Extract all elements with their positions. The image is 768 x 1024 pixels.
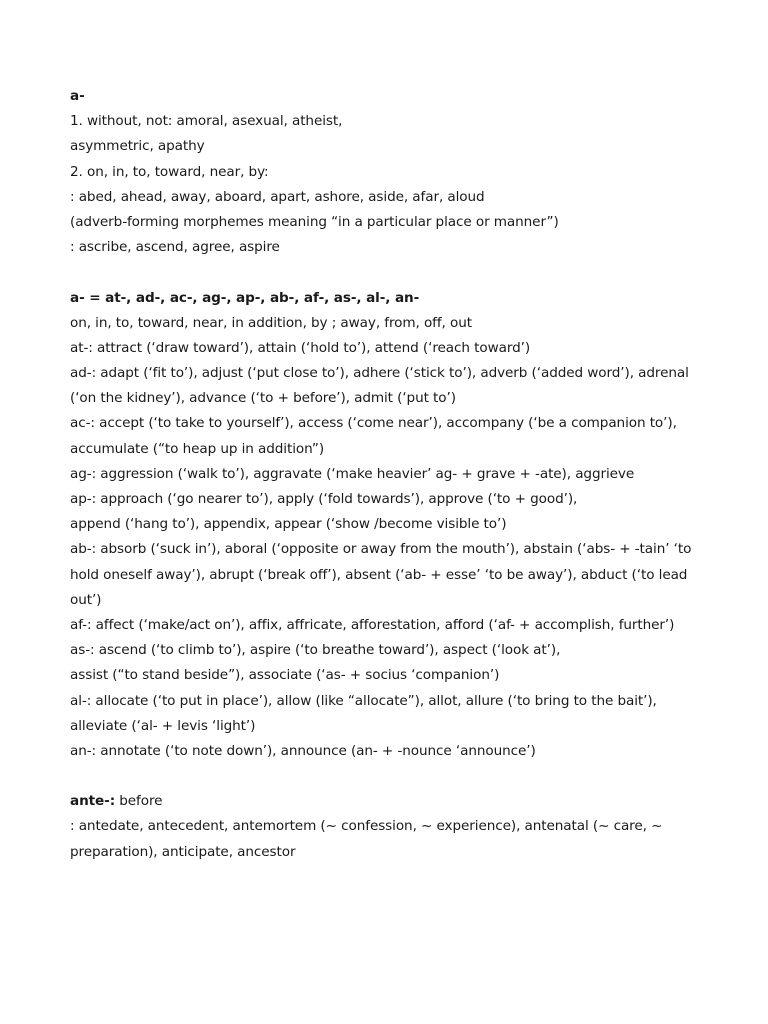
variant-line: at-: attract (‘draw toward’), attain (‘hold to’), attend (‘reach toward’) [70,339,531,356]
variant-line: ab-: absorb (‘suck in’), aboral (‘opposite or away from the mouth’), abstain (‘abs- + -tain’ ‘to [70,541,692,558]
variant-line: alleviate (‘al- + levis ‘light’) [70,717,256,734]
variant-line: (‘on the kidney’), advance (‘to + before’), admit (‘put to’) [70,390,456,407]
variant-line: af-: affect (‘make/act on’), affix, affricate, afforestation, afford (‘af- + accomplish, further’) [70,616,675,633]
paragraph-gap [70,260,730,285]
section-a-heading: a- [70,88,85,104]
variant-line: ap-: approach (‘go nearer to’), apply (‘fold towards’), approve (‘to + good’), [70,491,578,507]
section-ante-heading: ante-: [70,793,116,810]
variant-line: out’) [70,591,102,608]
variant-line: ag-: aggression (‘walk to’), aggravate (‘make heavier’ ag- + grave + -ate), aggrieve [70,465,635,482]
section-ante [70,789,730,865]
ante-line: preparation), anticipate, ancestor [70,843,296,860]
variant-line: hold oneself away’), abrupt (‘break off’), absent (‘ab- + esse’ ‘to be away’), abduct (‘to lead [70,566,688,583]
paragraph-gap [70,764,730,789]
section-a-line: (adverb-forming morphemes meaning “in a particular place or manner”) [70,213,559,230]
variant-line: assist (“to stand beside”), associate (‘as- + socius ‘companion’) [70,667,500,684]
section-a-line: : abed, ahead, away, aboard, apart, ashore, aside, afar, aloud [70,188,485,205]
document-body [70,84,730,865]
section-a-line: 1. without, not: amoral, asexual, atheist, [70,113,343,130]
section-a-line: asymmetric, apathy [70,138,205,155]
section-ante-heading-line [70,789,730,814]
variant-line: append (‘hang to’), appendix, appear (‘show /become visible to’) [70,516,507,533]
section-a-line: : ascribe, ascend, agree, aspire [70,239,280,256]
variant-line: an-: annotate (‘to note down’), announce (an- + -nounce ‘announce’) [70,742,536,759]
section-a [70,84,730,260]
section-a-variants [70,286,730,765]
variant-line: al-: allocate (‘to put in place’), allow (like “allocate”), allot, allure (‘to bring to the bait’), [70,692,657,709]
section-ante-meaning: before [115,793,163,810]
section-a-variants-heading: a- = at-, ad-, ac-, ag-, ap-, ab-, af-, as-, al-, an- [70,289,420,306]
variant-line: on, in, to, toward, near, in addition, by ; away, from, off, out [70,314,472,331]
ante-line: : antedate, antecedent, antemortem (~ confession, ~ experience), antenatal (~ care, ~ [70,818,663,835]
variant-line: ad-: adapt (‘fit to’), adjust (‘put close to’), adhere (‘stick to’), adverb (‘added word’), adrenal [70,365,689,382]
variant-line: as-: ascend (‘to climb to’), aspire (‘to breathe toward’), aspect (‘look at’), [70,642,561,659]
section-a-line: 2. on, in, to, toward, near, by: [70,163,269,180]
variant-line: ac-: accept (‘to take to yourself’), access (‘come near’), accompany (‘be a companion to’), [70,415,677,432]
variant-line: accumulate (“to heap up in addition”) [70,440,325,457]
